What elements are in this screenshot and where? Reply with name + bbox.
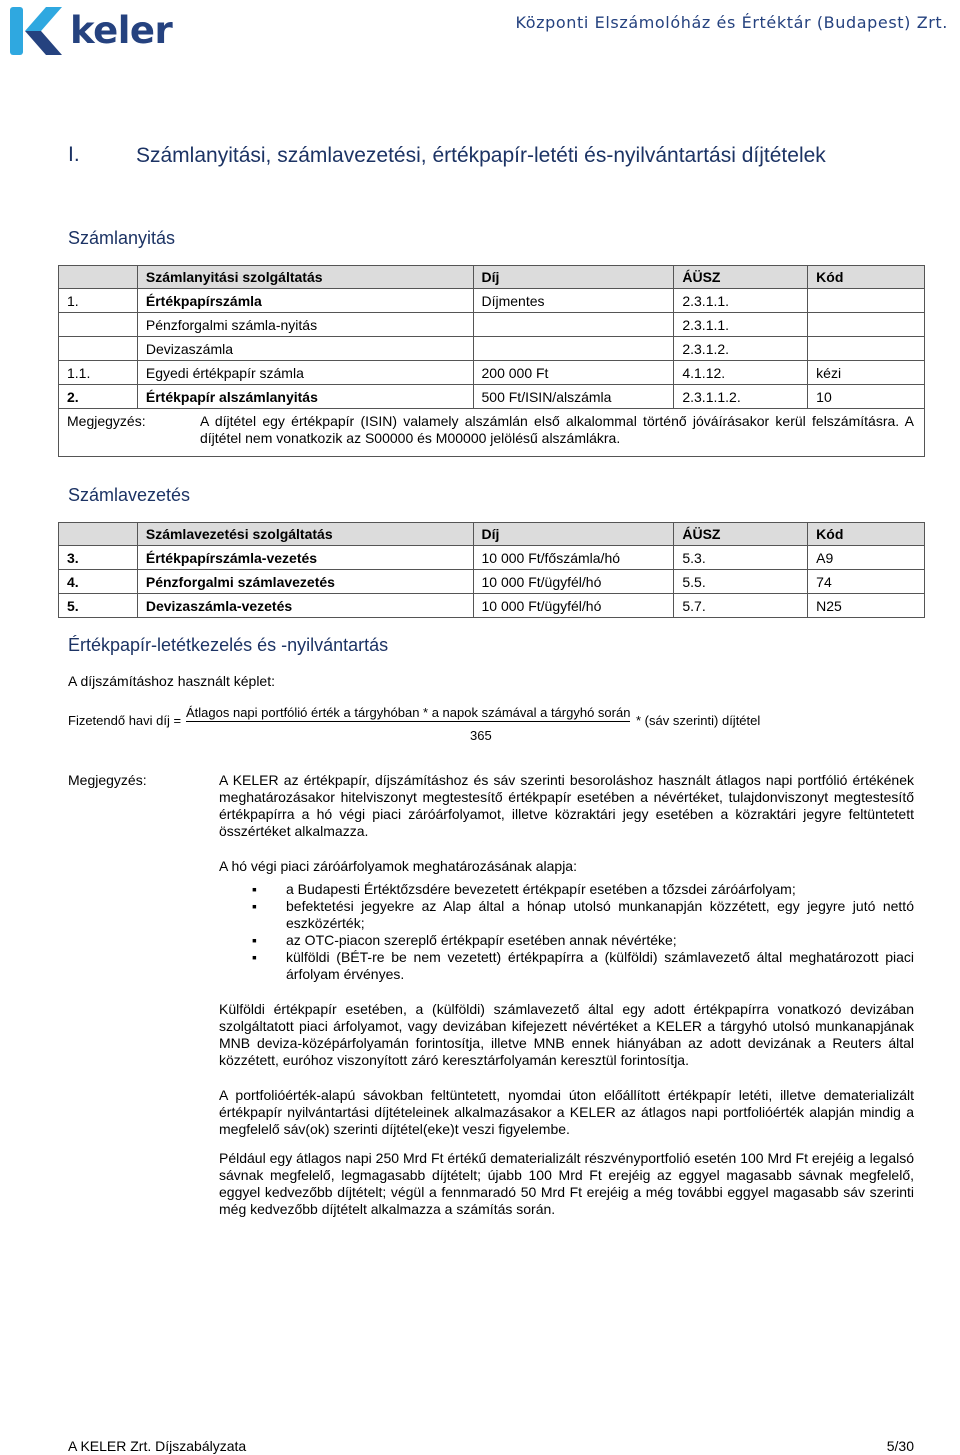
row-service: Egyedi értékpapír számla — [137, 361, 473, 385]
row-ausz: 4.1.12. — [674, 361, 808, 385]
row-code — [808, 313, 925, 337]
row-num: 1.1. — [59, 361, 138, 385]
row-ausz: 5.7. — [674, 594, 808, 618]
closing-price-list — [219, 881, 914, 983]
row-fee — [473, 313, 674, 337]
table-row — [59, 594, 925, 618]
table-row — [59, 313, 925, 337]
row-num: 5. — [59, 594, 138, 618]
table-row — [59, 337, 925, 361]
row-ausz: 5.5. — [674, 570, 808, 594]
row-service: Értékpapír alszámlanyitás — [137, 385, 473, 409]
note-text: A díjtétel egy értékpapír (ISIN) valamely alszámlán első alkalommal történő jóváírásakor kerül felszámításra. A díjtétel nem vonatkozik az S00000 és M00000 jelölésű alszámlákra. — [200, 413, 914, 446]
row-ausz: 2.3.1.1. — [674, 313, 808, 337]
organization-name: Központi Elszámolóház és Értéktár (Budapest) Zrt. — [515, 13, 948, 32]
header-cell-code: Kód — [808, 266, 925, 289]
list-item-text: befektetési jegyekre az Alap által a hónap utolsó munkanapján közzétett, egy jegyre jutó nettó eszközérték; — [286, 898, 914, 931]
row-service: Devizaszámla-vezetés — [137, 594, 473, 618]
custody-heading: Értékpapír-letétkezelés és -nyilvántartás — [68, 635, 389, 655]
table-header-row — [59, 266, 925, 289]
section-title: Számlanyitási, számlavezetési, értékpapír-letéti és-nyilvántartási díjtételek — [136, 144, 826, 167]
row-fee: Díjmentes — [473, 289, 674, 313]
custody-paragraph-4: A portfolióérték-alapú sávokban feltüntetett, nyomdai úton előállított értékpapír letéti, illetve dematerializált értékpapír nyilvántartási díjtételeinek alkalmazásakor a KELER az átlagos napi portfolióérték alapján mindig a megfelelő sáv(ok) szerinti díjtétel(eke)t veszi figyelembe. — [219, 1087, 914, 1137]
bullet-icon: ▪ — [252, 898, 257, 914]
row-ausz: 2.3.1.1.2. — [674, 385, 808, 409]
row-ausz: 2.3.1.2. — [674, 337, 808, 361]
account-opening-heading: Számlanyitás — [68, 228, 176, 248]
list-item — [219, 949, 914, 983]
footer-document-name: A KELER Zrt. Díjszabályzata — [68, 1438, 247, 1454]
section-number: I. — [68, 143, 80, 166]
logo-wordmark: keler — [70, 9, 173, 52]
row-fee — [473, 337, 674, 361]
bullet-icon: ▪ — [252, 932, 257, 948]
list-item — [219, 932, 914, 949]
header-cell-ausz: ÁÜSZ — [674, 523, 808, 546]
row-fee: 10 000 Ft/ügyfél/hó — [473, 570, 674, 594]
header-cell-service: Számlanyitási szolgáltatás — [137, 266, 473, 289]
row-service: Értékpapírszámla — [137, 289, 473, 313]
row-num: 1. — [59, 289, 138, 313]
formula-intro: A díjszámításhoz használt képlet: — [68, 673, 275, 689]
formula-right-side: * (sáv szerinti) díjtétel — [636, 713, 761, 728]
account-keeping-table — [58, 522, 925, 618]
formula-numerator: Átlagos napi portfólió érték a tárgyhóban * a napok számával a tárgyhó során — [186, 705, 631, 720]
row-fee: 10 000 Ft/ügyfél/hó — [473, 594, 674, 618]
header-cell-fee: Díj — [473, 266, 674, 289]
row-service: Pénzforgalmi számla-nyitás — [137, 313, 473, 337]
row-ausz: 2.3.1.1. — [674, 289, 808, 313]
table-row — [59, 546, 925, 570]
list-item-text: az OTC-piacon szereplő értékpapír esetében annak névértéke; — [286, 932, 677, 948]
note-row — [59, 409, 925, 457]
account-opening-table — [58, 265, 925, 457]
row-service: Devizaszámla — [137, 337, 473, 361]
list-item — [219, 881, 914, 898]
row-code: N25 — [808, 594, 925, 618]
custody-paragraph-1: A KELER az értékpapír, díjszámításhoz és sáv szerinti besoroláshoz használt átlagos napi portfólió értékének meghatározásakor hitelviszonyt megtestesítő értékpapír esetében a névértéket, tulajdonviszonyt megtestesítő értékpapírra a hó végi piaci záróárfolyamot, illetve közraktári jegy esetében a közraktári jegyre feltüntetett összértéket alkalmazza. — [219, 772, 914, 839]
row-code: 10 — [808, 385, 925, 409]
list-item-text: a Budapesti Értéktőzsdére bevezetett értékpapír esetében a tőzsdei záróárfolyam; — [286, 881, 796, 897]
row-code: 74 — [808, 570, 925, 594]
row-code: kézi — [808, 361, 925, 385]
bullet-icon: ▪ — [252, 949, 257, 965]
row-service: Értékpapírszámla-vezetés — [137, 546, 473, 570]
list-item — [219, 898, 914, 932]
list-item-text: külföldi (BÉT-re be nem vezetett) értékpapírra a (külföldi) számlavezető által meghatározott piaci árfolyam érvényes. — [286, 949, 914, 982]
page-header — [0, 0, 960, 64]
table-row — [59, 361, 925, 385]
row-fee: 200 000 Ft — [473, 361, 674, 385]
custody-paragraph-2: A hó végi piaci záróárfolyamok meghatározásának alapja: — [219, 858, 577, 874]
formula-left-side: Fizetendő havi díj = — [68, 713, 182, 728]
bullet-icon: ▪ — [252, 881, 257, 897]
row-num — [59, 337, 138, 361]
row-num: 3. — [59, 546, 138, 570]
row-code — [808, 337, 925, 361]
row-fee: 500 Ft/ISIN/alszámla — [473, 385, 674, 409]
note-cell — [59, 409, 925, 457]
row-fee: 10 000 Ft/főszámla/hó — [473, 546, 674, 570]
table-row — [59, 289, 925, 313]
table-header-row — [59, 523, 925, 546]
custody-paragraph-3: Külföldi értékpapír esetében, a (külföldi) számlavezető által egy adott értékpapírra vonatkozó devizában szolgáltatott piaci árfolyamot, vagy devizában kifejezett névértéket a KELER a tárgyhó utolsó munkanapjának MNB deviza-középárfolyamán forintosítja, illetve MNB ennek hiányában az adott devizának a Reuters által közzétett, euróhoz viszonyított záró keresztárfolyamán keresztül forintosítja. — [219, 1001, 914, 1068]
row-code: A9 — [808, 546, 925, 570]
keler-logo-icon — [10, 7, 62, 55]
row-service: Pénzforgalmi számlavezetés — [137, 570, 473, 594]
row-ausz: 5.3. — [674, 546, 808, 570]
header-cell-num — [59, 523, 138, 546]
header-cell-ausz: ÁÜSZ — [674, 266, 808, 289]
header-cell-num — [59, 266, 138, 289]
header-cell-code: Kód — [808, 523, 925, 546]
table-row — [59, 570, 925, 594]
custody-paragraph-5: Például egy átlagos napi 250 Mrd Ft értékű dematerializált részvényportfolió esetén 100 Mrd Ft erejéig a legalsó sávnak megfelelő, legmagasabb díjtételt; újabb 100 Mrd Ft erejéig az eggyel magasabb sávnak megfelelő, eggyel kedvezőbb díjtételt; végül a fennmaradó 50 Mrd Ft erejéig a még további eggyel magasabb sáv szerinti még kedvezőbb díjtételt alkalmazza a számítás során. — [219, 1150, 914, 1217]
footer-page-number: 5/30 — [886, 1438, 914, 1454]
header-cell-fee: Díj — [473, 523, 674, 546]
row-num: 4. — [59, 570, 138, 594]
formula-denominator: 365 — [470, 728, 492, 743]
header-cell-service: Számlavezetési szolgáltatás — [137, 523, 473, 546]
note-label: Megjegyzés: — [67, 413, 146, 429]
row-num: 2. — [59, 385, 138, 409]
keler-logo — [10, 7, 172, 55]
row-num — [59, 313, 138, 337]
table-row — [59, 385, 925, 409]
custody-note-label: Megjegyzés: — [68, 772, 147, 788]
row-code — [808, 289, 925, 313]
account-keeping-heading: Számlavezetés — [68, 485, 191, 505]
